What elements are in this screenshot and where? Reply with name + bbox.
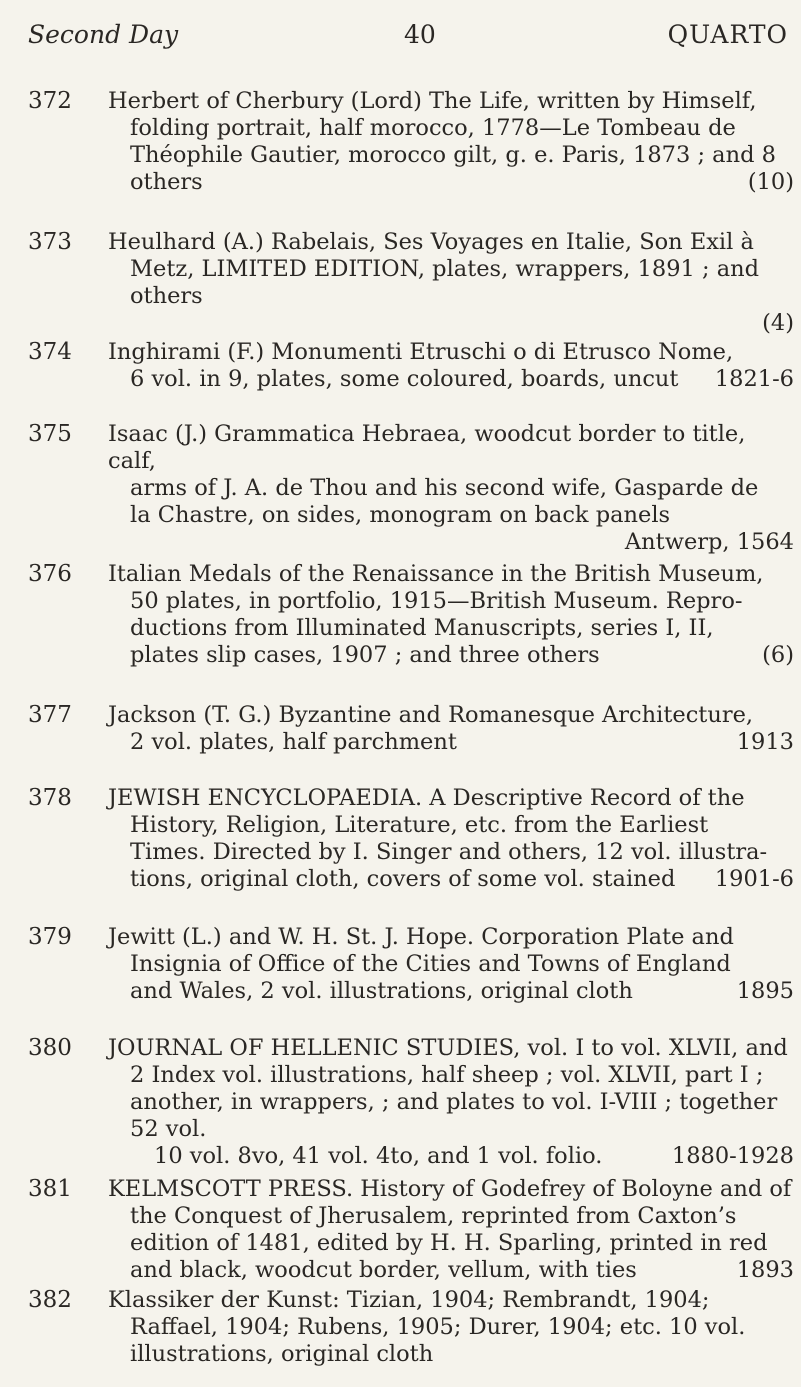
- entry-line: Heulhard (A.) Rabelais, Ses Voyages en Italie, Son Exil à: [108, 229, 754, 255]
- entry-line: Jewitt (L.) and W. H. St. J. Hope. Corporation Plate and: [108, 924, 734, 950]
- entry-line: la Chastre, on sides, monogram on back panels: [130, 502, 671, 528]
- entry-line: JEWISH ENCYCLOPAEDIA. A Descriptive Record of the: [108, 785, 745, 811]
- entry-line: Klassiker der Kunst: Tizian, 1904; Rembrandt, 1904;: [108, 1287, 710, 1313]
- lot-number: 378: [28, 785, 72, 811]
- entry-description: [108, 924, 794, 1005]
- page-number: 40: [404, 20, 436, 49]
- running-head-day: Second Day: [28, 20, 179, 49]
- entry-line: 52 vol.: [130, 1116, 207, 1142]
- entry-line: another, in wrappers, ; and plates to vol. I-VIII ; together: [130, 1089, 778, 1115]
- lot-number: 377: [28, 702, 72, 728]
- entry-line: the Conquest of Jherusalem, reprinted from Caxton’s: [130, 1203, 737, 1229]
- entry-line: 10 vol. 8vo, 41 vol. 4to, and 1 vol. folio.: [154, 1143, 603, 1169]
- entry-line: tions, original cloth, covers of some vol. stained: [130, 866, 676, 892]
- entry-line: plates slip cases, 1907 ; and three others: [130, 642, 600, 668]
- entry-line: JOURNAL OF HELLENIC STUDIES, vol. I to vol. XLVII, and: [108, 1035, 788, 1061]
- entry-line: 6 vol. in 9, plates, some coloured, boards, uncut: [130, 366, 679, 392]
- entry-date: 1895: [736, 978, 794, 1004]
- entry-line: Théophile Gautier, morocco gilt, g. e. Paris, 1873 ; and 8: [130, 142, 776, 168]
- entry-date: 1893: [736, 1257, 794, 1283]
- entry-line: edition of 1481, edited by H. H. Sparling, printed in red: [130, 1230, 768, 1256]
- page-header: [28, 20, 788, 60]
- running-head-format: QUARTO: [667, 20, 788, 49]
- entry-line: and Wales, 2 vol. illustrations, original cloth: [130, 978, 633, 1004]
- lot-number: 372: [28, 88, 72, 114]
- entry-date: 1821-6: [714, 366, 794, 392]
- entry-count: (10): [747, 169, 794, 195]
- entry-date: Antwerp, 1564: [624, 529, 794, 555]
- entry-line: Times. Directed by I. Singer and others, 12 vol. illustra-: [130, 839, 768, 865]
- entry-description: [108, 785, 794, 893]
- entry-date: 1913: [736, 729, 794, 755]
- lot-number: 381: [28, 1176, 72, 1202]
- entry-line: ductions from Illuminated Manuscripts, series I, II,: [130, 615, 714, 641]
- entry-count: (6): [762, 642, 794, 668]
- entry-line: Insignia of Office of the Cities and Towns of England: [130, 951, 731, 977]
- entry-count: (4): [762, 310, 794, 336]
- entry-description: [108, 1176, 794, 1284]
- lot-number: 376: [28, 561, 72, 587]
- entry-date: 1901-6: [714, 866, 794, 892]
- entry-line: Raffael, 1904; Rubens, 1905; Durer, 1904; etc. 10 vol.: [130, 1314, 746, 1340]
- entry-line: 2 Index vol. illustrations, half sheep ; vol. XLVII, part I ;: [130, 1062, 764, 1088]
- entry-line: Isaac (J.) Grammatica Hebraea, woodcut border to title, calf,: [108, 421, 746, 474]
- entry-line: KELMSCOTT PRESS. History of Godefrey of Boloyne and of: [108, 1176, 792, 1202]
- entry-line: and black, woodcut border, vellum, with ties: [130, 1257, 637, 1283]
- lot-number: 380: [28, 1035, 72, 1061]
- lot-number: 382: [28, 1287, 72, 1313]
- entry-line: Inghirami (F.) Monumenti Etruschi o di Etrusco Nome,: [108, 339, 734, 365]
- entry-description: [108, 1035, 794, 1170]
- lot-number: 373: [28, 229, 72, 255]
- entry-description: [108, 421, 794, 556]
- lot-number: 379: [28, 924, 72, 950]
- entry-line: others: [130, 169, 203, 195]
- entry-line: arms of J. A. de Thou and his second wife, Gasparde de: [130, 475, 759, 501]
- entry-date: 1880-1928: [671, 1143, 794, 1169]
- entry-line: Metz, LIMITED EDITION, plates, wrappers, 1891 ; and others: [130, 256, 760, 309]
- entry-line: History, Religion, Literature, etc. from the Earliest: [130, 812, 709, 838]
- entry-line: 2 vol. plates, half parchment: [130, 729, 457, 755]
- entry-description: [108, 229, 794, 337]
- entry-line: illustrations, original cloth: [130, 1341, 434, 1367]
- entry-description: [108, 1287, 794, 1368]
- lot-number: 375: [28, 421, 72, 447]
- entry-line: folding portrait, half morocco, 1778—Le Tombeau de: [130, 115, 736, 141]
- entry-line: Herbert of Cherbury (Lord) The Life, written by Himself,: [108, 88, 757, 114]
- entry-description: [108, 702, 794, 756]
- entry-description: [108, 561, 794, 669]
- entry-description: [108, 339, 794, 393]
- entry-description: [108, 88, 794, 196]
- lot-number: 374: [28, 339, 72, 365]
- entry-line: 50 plates, in portfolio, 1915—British Museum. Repro-: [130, 588, 743, 614]
- entry-line: Italian Medals of the Renaissance in the British Museum,: [108, 561, 764, 587]
- entry-line: Jackson (T. G.) Byzantine and Romanesque Architecture,: [108, 702, 754, 728]
